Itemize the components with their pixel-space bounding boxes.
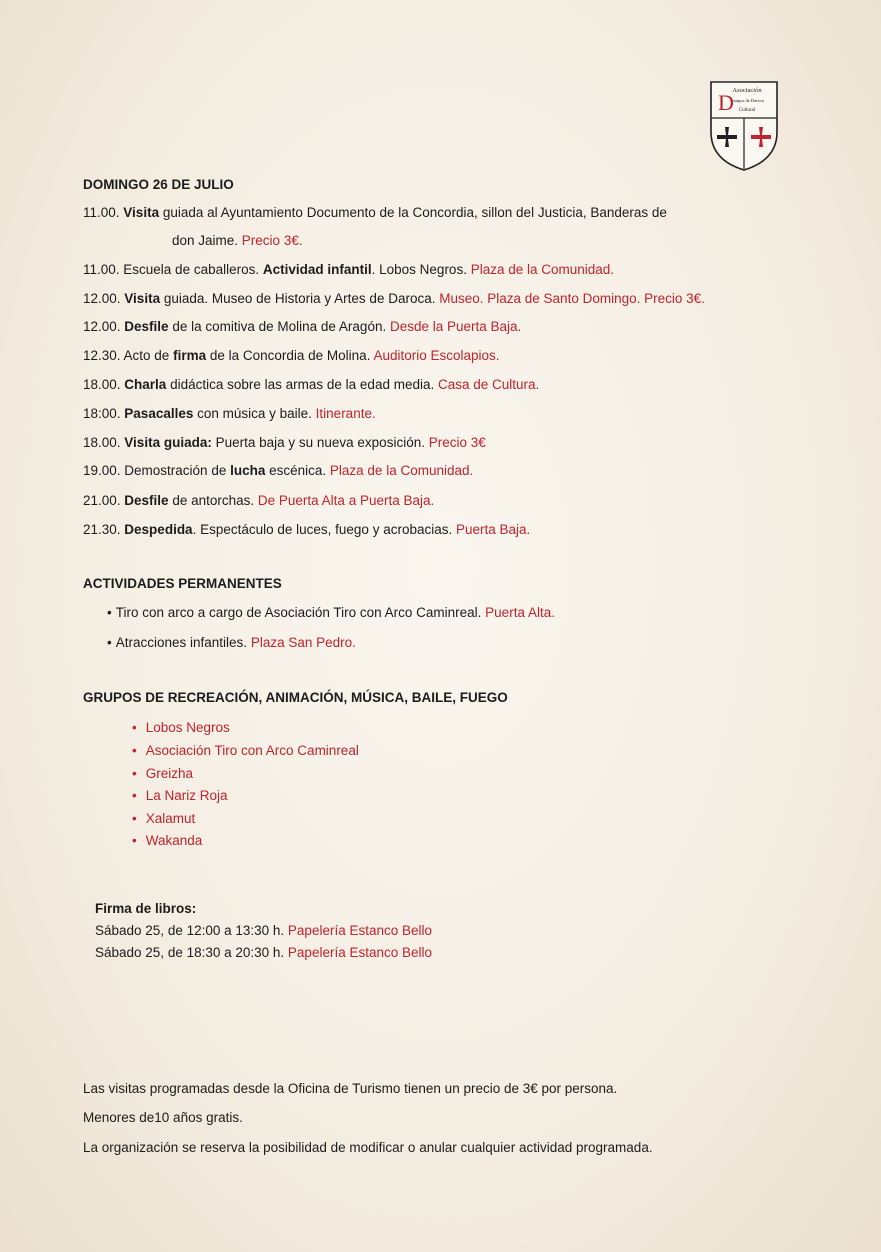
program-entry-continuation: don Jaime. Precio 3€. <box>172 233 303 248</box>
program-entry: 12.00. Desfile de la comitiva de Molina de Aragón. Desde la Puerta Baja. <box>83 319 522 334</box>
note-line: Las visitas programadas desde la Oficina de Turismo tienen un precio de 3€ por persona. <box>83 1081 618 1096</box>
list-item: • Asociación Tiro con Arco Caminreal <box>132 743 359 758</box>
program-entry: 21.00. Desfile de antorchas. De Puerta Alta a Puerta Baja. <box>83 493 435 508</box>
book-signing-item: Sábado 25, de 18:30 a 20:30 h. Papelería Estanco Bello <box>95 945 433 960</box>
svg-text:D: D <box>718 90 734 115</box>
program-entry: 11.00. Visita guiada al Ayuntamiento Documento de la Concordia, sillon del Justicia, Banderas de <box>83 205 667 220</box>
program-entry: 19.00. Demostración de lucha escénica. Plaza de la Comunidad. <box>83 463 474 478</box>
logo-text: Asociación <box>732 87 762 94</box>
note-line: Menores de10 años gratis. <box>83 1110 243 1125</box>
program-entry: 11.00. Escuela de caballeros. Actividad infantil. Lobos Negros. Plaza de la Comunidad. <box>83 262 615 277</box>
list-item: • Lobos Negros <box>132 720 230 735</box>
section-heading-books: Firma de libros: <box>95 901 197 916</box>
section-heading-permanent: ACTIVIDADES PERMANENTES <box>83 576 282 591</box>
book-signing-item: Sábado 25, de 12:00 a 13:30 h. Papelería Estanco Bello <box>95 923 433 938</box>
logo-subtext: Amigos de Daroca <box>730 98 764 103</box>
logo-subtext-2: Cultural <box>738 108 756 113</box>
note-line: La organización se reserva la posibilidad de modificar o anular cualquier actividad programada. <box>83 1140 653 1155</box>
list-item: • Tiro con arco a cargo de Asociación Tiro con Arco Caminreal. Puerta Alta. <box>107 605 555 620</box>
section-heading-groups: GRUPOS DE RECREACIÓN, ANIMACIÓN, MÚSICA, BAILE, FUEGO <box>83 690 508 705</box>
program-entry: 21.30. Despedida. Espectáculo de luces, fuego y acrobacias. Puerta Baja. <box>83 522 531 537</box>
association-logo <box>709 80 779 172</box>
program-entry: 18.00. Visita guiada: Puerta baja y su nueva exposición. Precio 3€ <box>83 435 486 450</box>
list-item: • Greizha <box>132 766 193 781</box>
list-item: • Xalamut <box>132 811 195 826</box>
list-item: • Atracciones infantiles. Plaza San Pedro. <box>107 635 356 650</box>
list-item: • Wakanda <box>132 833 202 848</box>
program-entry: 12.30. Acto de firma de la Concordia de Molina. Auditorio Escolapios. <box>83 348 500 363</box>
list-item: • La Nariz Roja <box>132 788 228 803</box>
program-entry: 12.00. Visita guiada. Museo de Historia y Artes de Daroca. Museo. Plaza de Santo Domingo. Precio 3€. <box>83 291 705 306</box>
program-entry: 18:00. Pasacalles con música y baile. Itinerante. <box>83 406 376 421</box>
program-entry: 18.00. Charla didáctica sobre las armas de la edad media. Casa de Cultura. <box>83 377 540 392</box>
section-heading-sunday: DOMINGO 26 DE JULIO <box>83 177 234 192</box>
